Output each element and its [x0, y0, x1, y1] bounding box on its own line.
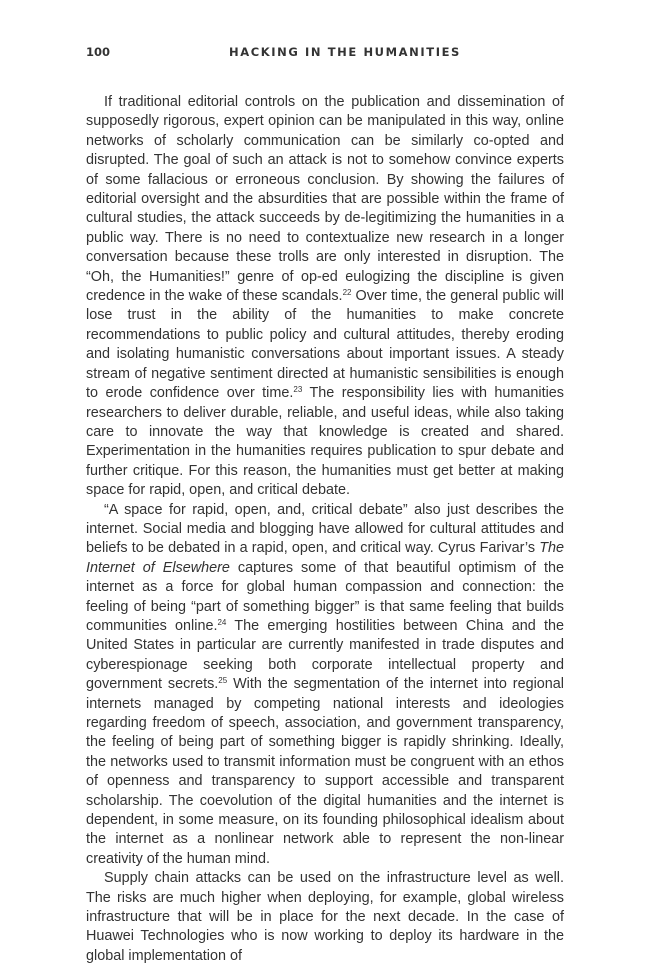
paragraph-text: With the segmentation of the internet into regional internets managed by competing national interests and ideologies regarding freedom of speech, association, and government transparency, the feeling of being part of something bigger is rapidly shrinking. Ideally, the networks used to transmit information must be congruent with an ethos of openness and transparency to support accessible and transparent scholarship. The coevolution of the digital humanities and the internet is dependent, in some measure, on its founding philosophical idealism about the internet as a nonlinear network able to represent the non-linear creativity of the human mind.	[86, 676, 564, 867]
footnote-marker: 25	[218, 676, 228, 686]
paragraph	[86, 869, 564, 966]
running-title: HACKING IN THE HUMANITIES	[229, 45, 461, 59]
footnote-marker: 23	[293, 385, 303, 395]
body-text	[86, 93, 564, 966]
footnote-marker: 22	[342, 288, 352, 298]
paragraph-text: “A space for rapid, open, and, critical debate” also just describes the internet. Social media and blogging have allowed for cultural attitudes and beliefs to be debated in a rapid, open, and critical way. Cyrus Farivar’s	[86, 501, 564, 557]
running-head	[86, 45, 564, 65]
paragraph-text: The emerging hostilities between China and the United States in particular are currently manifested in trade disputes and cyberespionage seeking both corporate intellectual property and government secrets.	[86, 617, 564, 693]
paragraph-text: Supply chain attacks can be used on the infrastructure level as well. The risks are much higher when deploying, for example, global wireless infrastructure that will be in place for the next decade. In the case of Huawei Technologies who is now working to deploy its hardware in the global implementation of	[86, 870, 564, 964]
footnote-marker: 24	[217, 617, 227, 627]
paragraph	[86, 501, 564, 870]
page-number: 100	[86, 45, 111, 59]
paragraph-text: Over time, the general public will lose trust in the ability of the humanities to make concrete recommendations to public policy and cultural attitudes, thereby eroding and isolating humanistic conversations about important issues. A steady stream of negative sentiment directed at humanistic sensibilities is enough to erode confidence over time.	[86, 288, 564, 402]
paragraph-text: The responsibility lies with humanities researchers to deliver durable, reliable, and useful ideas, while also taking care to innovate the way that knowledge is created and shared. Experimentation in the humanities requires publication to spur debate and further critique. For this reason, the humanities must get better at making space for rapid, open, and critical debate.	[86, 385, 564, 499]
paragraph-text: captures some of that beautiful optimism of the internet as a force for global human compassion and connection: the feeling of being “part of something bigger” is that same feeling that builds communities online.	[86, 559, 564, 634]
paragraph-text: If traditional editorial controls on the publication and dissemination of supposedly rigorous, expert opinion can be manipulated in this way, online networks of scholarly communication can be similarly co-opted and disrupted. The goal of such an attack is not to somehow convince experts of some fallacious or erroneous conclusion. By showing the failures of editorial oversight and the absurdities that are possible within the frame of cultural studies, the attack succeeds by de-legitimizing the humanities in a public way. There is no need to contextualize new research in a longer conversation because these trolls are only interested in disruption. The “Oh, the Humanities!” genre of op-ed eulogizing the discipline is given credence in the wake of these scandals.	[86, 94, 564, 305]
book-title: The Internet of Elsewhere	[86, 540, 564, 576]
paragraph	[86, 93, 564, 501]
